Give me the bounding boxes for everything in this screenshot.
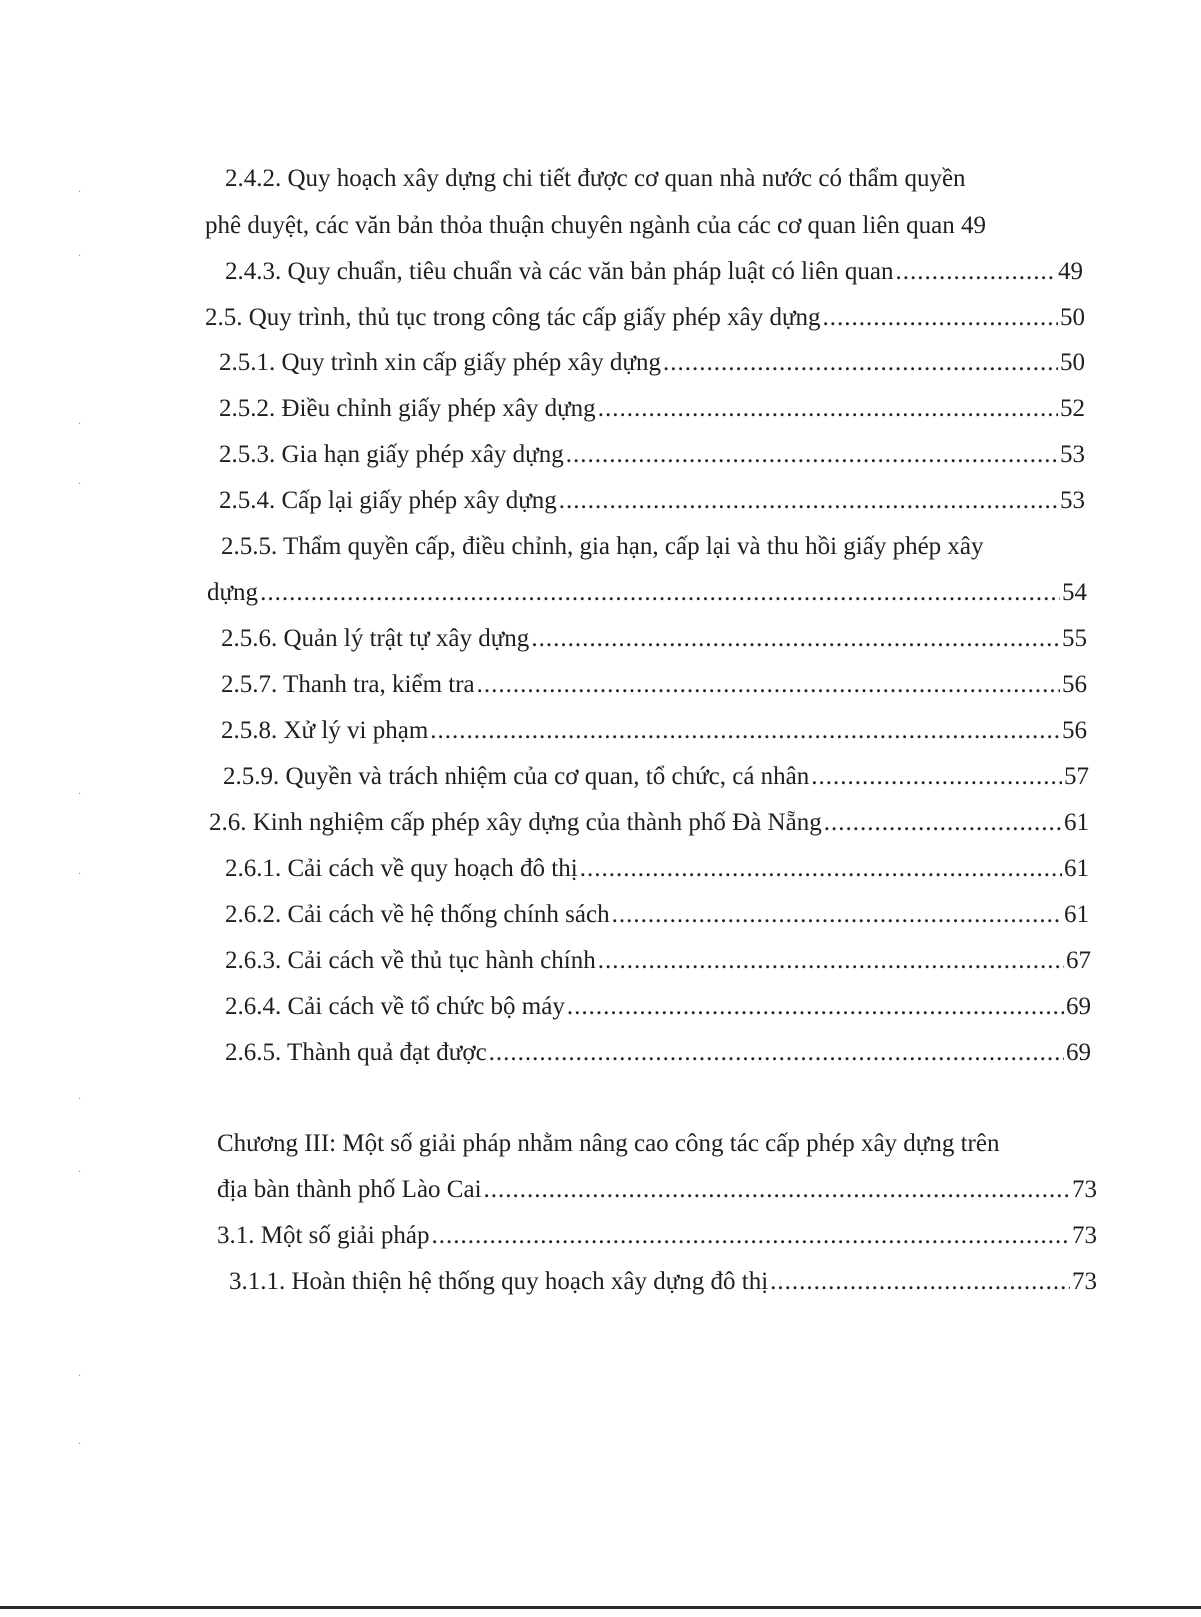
toc-entry-label: 2.5.5. Thẩm quyền cấp, điều chỉnh, gia hạn, cấp lại và thu hồi giấy phép xây: [221, 533, 984, 560]
toc-entry[interactable]: [223, 761, 1089, 793]
toc-entry[interactable]: [209, 807, 1089, 839]
toc-entry-label: 3.1.1. Hoàn thiện hệ thống quy hoạch xây dựng đô thị: [229, 1268, 769, 1295]
dot-leader: [432, 1220, 1071, 1252]
toc-entry-label: 2.4.2. Quy hoạch xây dựng chi tiết được cơ quan nhà nước có thẩm quyền: [225, 165, 966, 192]
scan-speck: ·: [78, 419, 82, 430]
toc-entry[interactable]: [219, 439, 1085, 471]
dot-leader: [260, 577, 1060, 609]
page-bottom-rule: [0, 1606, 1201, 1609]
toc-entry-text: [205, 210, 1085, 242]
toc-entry-label: 2.5. Quy trình, thủ tục trong công tác cấp giấy phép xây dựng: [205, 304, 821, 331]
toc-entry-label: dựng: [207, 579, 259, 606]
scan-speck: ·: [78, 251, 82, 262]
toc-page-number: 61: [1064, 901, 1089, 928]
toc-entry[interactable]: [225, 853, 1089, 885]
scan-speck: ·: [78, 1439, 82, 1450]
toc-page-number: 67: [1066, 947, 1091, 974]
toc-entry-label: 2.5.9. Quyền và trách nhiệm của cơ quan, tổ chức, cá nhân: [223, 763, 810, 790]
toc-entry-label: 2.6.1. Cải cách về quy hoạch đô thị: [225, 855, 578, 882]
dot-leader: [598, 945, 1064, 977]
scan-speck: ·: [78, 789, 82, 800]
toc-entry-label: 2.6.2. Cải cách về hệ thống chính sách: [225, 901, 610, 928]
scan-speck: ·: [78, 1371, 82, 1382]
toc-page-number: 56: [1062, 671, 1087, 698]
dot-leader: [566, 439, 1058, 471]
toc-page-number: 57: [1064, 763, 1089, 790]
toc-entry[interactable]: [221, 715, 1087, 747]
toc-page-number: 73: [1072, 1268, 1097, 1295]
toc-entry[interactable]: [219, 393, 1085, 425]
toc-page-number: 53: [1060, 487, 1085, 514]
dot-leader: [559, 485, 1058, 517]
toc-entry[interactable]: [219, 485, 1085, 517]
dot-leader: [770, 1266, 1070, 1298]
toc-entry-text: [221, 531, 1087, 563]
toc-page-number: 52: [1060, 395, 1085, 422]
toc-page-number: 69: [1066, 993, 1091, 1020]
toc-entry-text: [217, 1128, 1097, 1160]
toc-entry[interactable]: [205, 302, 1085, 334]
dot-leader: [567, 991, 1064, 1023]
toc-entry[interactable]: [225, 256, 1083, 288]
toc-entry[interactable]: [207, 577, 1087, 609]
toc-entry-label: 2.5.3. Gia hạn giấy phép xây dựng: [219, 441, 564, 468]
dot-leader: [484, 1174, 1070, 1206]
toc-entry[interactable]: [221, 669, 1087, 701]
dot-leader: [477, 669, 1060, 701]
toc-entry-label: địa bàn thành phố Lào Cai: [217, 1176, 482, 1203]
dot-leader: [823, 302, 1059, 334]
toc-entry-label: 2.5.4. Cấp lại giấy phép xây dựng: [219, 487, 557, 514]
toc-page-number: 73: [1072, 1176, 1097, 1203]
dot-leader: [598, 393, 1058, 425]
toc-page-number: 54: [1062, 579, 1087, 606]
dot-leader: [896, 256, 1056, 288]
toc-entry[interactable]: [217, 1174, 1097, 1206]
toc-entry-label: 2.5.7. Thanh tra, kiểm tra: [221, 671, 475, 698]
toc-page-number: 50: [1060, 349, 1085, 376]
scan-speck: ·: [78, 187, 82, 198]
dot-leader: [430, 715, 1060, 747]
toc-entry[interactable]: [225, 945, 1091, 977]
toc-entry-label: 2.4.3. Quy chuẩn, tiêu chuẩn và các văn bản pháp luật có liên quan: [225, 258, 894, 285]
toc-entry-label: 2.5.6. Quản lý trật tự xây dựng: [221, 625, 530, 652]
scan-speck: ·: [78, 479, 82, 490]
dot-leader: [612, 899, 1062, 931]
dot-leader: [663, 347, 1058, 379]
toc-entry-label: 2.6.5. Thành quả đạt được: [225, 1039, 487, 1066]
toc-entry[interactable]: [225, 899, 1089, 931]
toc-entry-label: 2.5.2. Điều chỉnh giấy phép xây dựng: [219, 395, 596, 422]
scan-speck: ·: [78, 1094, 82, 1105]
toc-page-number: 53: [1060, 441, 1085, 468]
toc-entry-text: [225, 163, 1085, 195]
toc-entry[interactable]: [221, 623, 1087, 655]
toc-page-number: 56: [1062, 717, 1087, 744]
scan-speck: ·: [78, 869, 82, 880]
toc-entry-label: 2.6. Kinh nghiệm cấp phép xây dựng của thành phố Đà Nẵng: [209, 809, 822, 836]
dot-leader: [580, 853, 1062, 885]
toc-entry-label: 3.1. Một số giải pháp: [217, 1222, 430, 1249]
dot-leader: [531, 623, 1060, 655]
dot-leader: [824, 807, 1062, 839]
toc-page-number: 73: [1072, 1222, 1097, 1249]
toc-entry-label: 2.6.3. Cải cách về thủ tục hành chính: [225, 947, 596, 974]
toc-entry-label: 2.6.4. Cải cách về tổ chức bộ máy: [225, 993, 565, 1020]
toc-entry[interactable]: [217, 1220, 1097, 1252]
dot-leader: [811, 761, 1062, 793]
toc-entry-label: 2.5.8. Xử lý vi phạm: [221, 717, 429, 744]
dot-leader: [489, 1037, 1064, 1069]
toc-entry[interactable]: [219, 347, 1085, 379]
toc-entry-label: 2.5.1. Quy trình xin cấp giấy phép xây dựng: [219, 349, 661, 376]
toc-page-number: 55: [1062, 625, 1087, 652]
toc-entry[interactable]: [229, 1266, 1097, 1298]
toc-page-number: 61: [1064, 855, 1089, 882]
toc-page-number: 49: [1058, 258, 1083, 285]
scan-speck: ·: [78, 1167, 82, 1178]
toc-entry[interactable]: [225, 991, 1091, 1023]
chapter-heading: Chương III: Một số giải pháp nhằm nâng cao công tác cấp phép xây dựng trên: [217, 1130, 1000, 1157]
toc-entry[interactable]: [225, 1037, 1091, 1069]
toc-page-number: 69: [1066, 1039, 1091, 1066]
toc-page-number: 61: [1064, 809, 1089, 836]
toc-entry-label: phê duyệt, các văn bản thỏa thuận chuyên ngành của các cơ quan liên quan 49: [205, 212, 986, 239]
toc-page-number: 50: [1060, 304, 1085, 331]
